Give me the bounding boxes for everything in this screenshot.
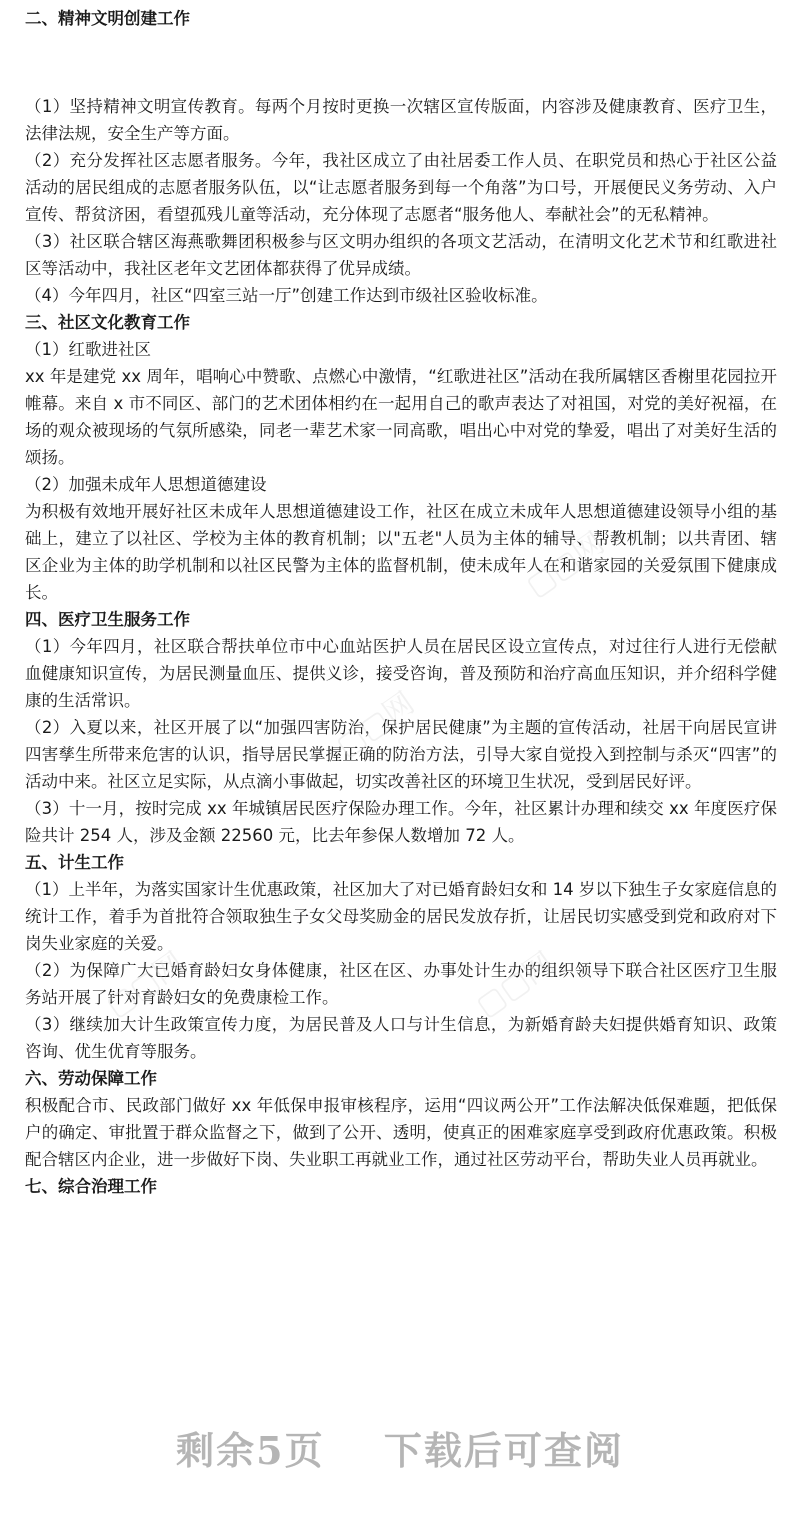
paragraph: xx 年是建党 xx 周年，唱响心中赞歌、点燃心中激情，“红歌进社区”活动在我所属辖区香榭里花园拉开帷幕。来自 x 市不同区、部门的艺术团体相约在一起用自己的歌声表达了对祖国，对党的美好祝福，在场的观众被现场的气氛所感染，同老一辈艺术家一同高歌，唱出心中对党的挚爱，唱出了对美好生活的颂扬。 (25, 367, 777, 467)
paragraph: （1）红歌进社区 (25, 340, 151, 359)
paragraph: （1）坚持精神文明宣传教育。每两个月按时更换一次辖区宣传版面，内容涉及健康教育、医疗卫生，法律法规，安全生产等方面。 (25, 97, 777, 143)
section-heading: 四、医疗卫生服务工作 (25, 610, 190, 629)
paragraph: （2）加强未成年人思想道德建设 (25, 475, 267, 494)
paragraph: 为积极有效地开展好社区未成年人思想道德建设工作，社区在成立未成年人思想道德建设领导小组的基础上，建立了以社区、学校为主体的教育机制；以"五老"人员为主体的辅导、帮教机制；以共青团、辖区企业为主体的助学机制和以社区民警为主体的监督机制，使未成年人在和谐家园的关爱氛围下健康成长。 (25, 502, 777, 602)
download-prompt-label: 下载后可查阅 (383, 1428, 624, 1473)
paragraph: （2）入夏以来，社区开展了以“加强四害防治，保护居民健康”为主题的宣传活动，社居干向居民宣讲四害孳生所带来危害的认识，指导居民掌握正确的防治方法，引导大家自觉投入到控制与杀灭“四害”的活动中来。社区立足实际，从点滴小事做起，切实改善社区的环境卫生状况，受到居民好评。 (25, 718, 777, 791)
paragraph: （1）上半年，为落实国家计生优惠政策，社区加大了对已婚育龄妇女和 14 岁以下独生子女家庭信息的统计工作，着手为首批符合领取独生子女父母奖励金的居民发放存折，让居民切实感受到党和政府对下岗失业家庭的关爱。 (25, 880, 777, 953)
paragraph: 积极配合市、民政部门做好 xx 年低保申报审核程序，运用“四议两公开”工作法解决低保难题，把低保户的确定、审批置于群众监督之下，做到了公开、透明，使真正的困难家庭享受到政府优惠政策。积极配合辖区内企业，进一步做好下岗、失业职工再就业工作，通过社区劳动平台，帮助失业人员再就业。 (25, 1096, 777, 1169)
section-heading: 五、计生工作 (25, 853, 124, 872)
section-heading: 七、综合治理工作 (25, 1177, 157, 1196)
download-banner[interactable] (0, 1420, 800, 1475)
paragraph: （3）社区联合辖区海燕歌舞团积极参与区文明办组织的各项文艺活动，在清明文化艺术节和红歌进社区等活动中，我社区老年文艺团体都获得了优异成绩。 (25, 232, 777, 278)
watermark: ▢▢网 (329, 685, 421, 765)
section-heading: 二、精神文明创建工作 (25, 9, 190, 28)
paragraph: （3）十一月，按时完成 xx 年城镇居民医疗保险办理工作。今年，社区累计办理和续交 xx 年度医疗保险共计 254 人，涉及金额 22560 元，比去年参保人数增加 72 人。 (25, 799, 777, 845)
watermark: ▢▢网 (469, 945, 561, 1025)
section-heading: 三、社区文化教育工作 (25, 313, 190, 332)
paragraph: （2）充分发挥社区志愿者服务。今年，我社区成立了由社居委工作人员、在职党员和热心于社区公益活动的居民组成的志愿者服务队伍，以“让志愿者服务到每一个角落”为口号，开展便民义务劳动、入户宣传、帮贫济困，看望孤残儿童等活动，充分体现了志愿者“服务他人、奉献社会”的无私精神。 (25, 151, 777, 224)
watermark: ▢▢网 (519, 525, 611, 605)
section-heading: 六、劳动保障工作 (25, 1069, 157, 1088)
paragraph: （4）今年四月，社区“四室三站一厅”创建工作达到市级社区验收标准。 (25, 286, 548, 305)
paragraph: （2）为保障广大已婚育龄妇女身体健康，社区在区、办事处计生办的组织领导下联合社区医疗卫生服务站开展了针对育龄妇女的免费康检工作。 (25, 961, 777, 1007)
spacer (25, 32, 777, 93)
paragraph: （1）今年四月，社区联合帮扶单位市中心血站医护人员在居民区设立宣传点，对过往行人进行无偿献血健康知识宣传，为居民测量血压、提供义诊，接受咨询，普及预防和治疗高血压知识，并介绍科学健康的生活常识。 (25, 637, 777, 710)
document-body (25, 0, 777, 1200)
watermark: ▢▢网 (99, 945, 191, 1025)
paragraph: （3）继续加大计生政策宣传力度，为居民普及人口与计生信息，为新婚育龄夫妇提供婚育知识、政策咨询、优生优育等服务。 (25, 1015, 777, 1061)
remaining-pages-label: 剩余5页 (176, 1428, 325, 1473)
